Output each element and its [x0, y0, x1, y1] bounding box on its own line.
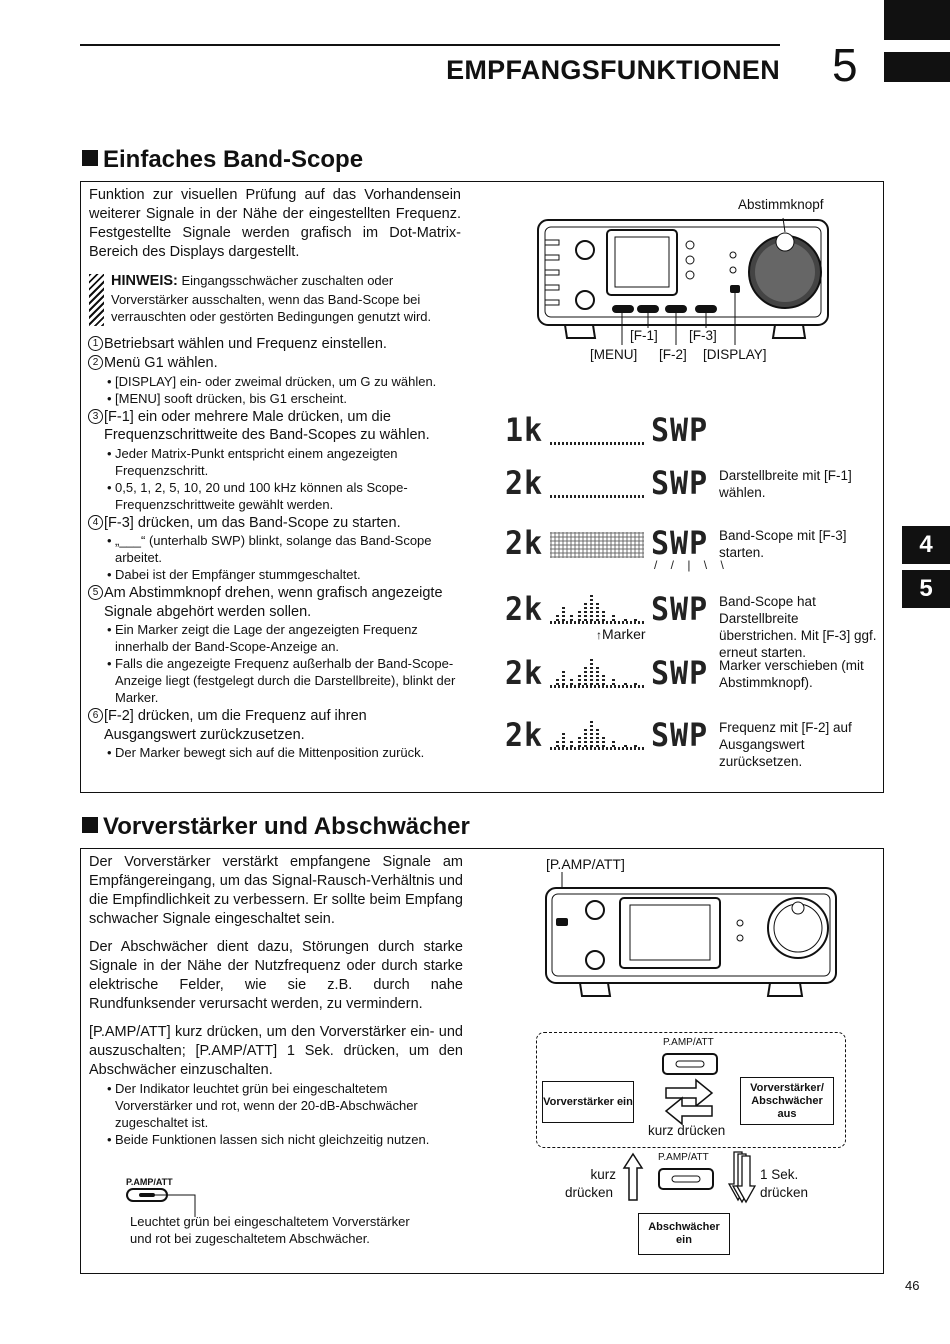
step-text: Betriebsart wählen und Frequenz einstellen. — [104, 335, 387, 352]
step-bullet: • 0,5, 1, 2, 5, 10, 20 und 100 kHz können als Scope-Frequenzschrittweite gewählt werden. — [89, 479, 461, 513]
step-number: 2 — [88, 355, 103, 370]
display-span-text: 2k — [505, 524, 544, 563]
state-att-on: Abschwächer ein — [638, 1213, 730, 1255]
scope-dot-line — [550, 495, 644, 498]
long-press-label-2: drücken — [760, 1185, 809, 1200]
step-text: [F-2] drücken, um die Frequenz auf ihren Ausgangswert zurückzusetzen. — [104, 708, 367, 743]
corner-block — [884, 0, 950, 40]
side-tab-4[interactable]: 4 — [902, 526, 950, 564]
display-swp-text: SWP — [651, 411, 709, 450]
scope-signal-peak — [590, 595, 593, 621]
blink-marks-icon: / / | \ \ — [654, 558, 729, 572]
step-text: Am Abstimmknopf drehen, wenn grafisch angezeigte Signale abgehört werden sollen. — [104, 585, 443, 620]
step — [89, 354, 461, 373]
section-title: Einfaches Band-Scope — [82, 146, 363, 174]
scope-dot-line — [550, 532, 644, 558]
flow-button-label: P.AMP/ATT — [663, 1037, 714, 1048]
paragraph: Der Abschwächer dient dazu, Störungen durch starke Signale in der Nähe der Nutzfrequenz oder durch starke elektrische Felder, wie sie z.B. durch nahe Rundfunksender verursacht werden, zu vermindern. — [89, 939, 463, 1012]
scope-signal-peak — [602, 737, 605, 747]
scope-signal-peak — [602, 611, 605, 621]
scope-dot-line — [550, 442, 644, 445]
display-swp-text: SWP — [651, 590, 709, 629]
scope-signal-peak — [570, 741, 573, 747]
scope-signal-peak — [562, 671, 565, 685]
step-text: [F-3] drücken, um das Band-Scope zu starten. — [104, 514, 401, 531]
corner-block — [884, 52, 950, 82]
step-bullet: • „___“ (unterhalb SWP) blinkt, solange das Band-Scope arbeitet. — [89, 532, 461, 566]
short-press-label: kurz drücken — [648, 1123, 726, 1138]
scope-signal-peak — [562, 733, 565, 747]
step-number: 5 — [88, 585, 103, 600]
step — [89, 707, 461, 744]
scope-signal-peak — [562, 607, 565, 621]
down-arrow-icon — [728, 1150, 756, 1204]
scope-signal-peak — [596, 667, 599, 685]
label-pamp-att: [P.AMP/ATT] — [546, 856, 625, 872]
label-menu: [MENU] — [590, 347, 638, 362]
label-f2: [F-2] — [659, 347, 687, 362]
pamp-button-icon[interactable] — [662, 1053, 718, 1075]
step — [89, 335, 461, 354]
pamp-button-label: P.AMP/ATT — [126, 1177, 173, 1187]
step-number: 3 — [88, 409, 103, 424]
step — [89, 514, 461, 533]
scope-dot-line — [550, 747, 644, 750]
step — [89, 584, 461, 621]
note — [89, 272, 461, 326]
scope-signal-peak — [612, 741, 615, 747]
display-span-text: 2k — [505, 716, 544, 755]
state-all-off: Vorverstärker/ Abschwächer aus — [740, 1077, 834, 1125]
step-bullet: • Jeder Matrix-Punkt entspricht einem angezeigten Frequenzschritt. — [89, 445, 461, 479]
steps-list — [89, 335, 461, 762]
long-press-label: 1 Sek. — [760, 1167, 799, 1182]
scope-signal-peak — [584, 667, 587, 685]
scope-signal-peak — [634, 743, 637, 747]
scope-signal-peak — [578, 675, 581, 685]
flow-button-label: P.AMP/ATT — [658, 1152, 709, 1163]
display-caption: Frequenz mit [F-2] auf Ausgangswert zurücksetzen. — [719, 720, 852, 769]
paragraph: [P.AMP/ATT] kurz drücken, um den Vorverstärker ein- und auszuschalten; [P.AMP/ATT] 1 Sek. drücken, um den Abschwächer einzuschalten. — [89, 1024, 463, 1078]
display-caption: Band-Scope hat Darstellbreite überstrichen. Mit [F-3] ggf. erneut starten. — [719, 594, 877, 660]
bullet: • Der Indikator leuchtet grün bei eingeschaltetem Vorverstärker und rot, wenn der 20-dB-Abschwächer zugeschaltet ist. — [89, 1080, 463, 1131]
scope-signal-peak — [570, 679, 573, 685]
step-number: 1 — [88, 336, 103, 351]
short-label-2: drücken — [565, 1185, 614, 1200]
step-number: 4 — [88, 515, 103, 530]
preamp-text — [89, 853, 463, 1148]
square-bullet-icon — [82, 817, 98, 833]
chapter-title: EMPFANGSFUNKTIONEN — [446, 55, 780, 85]
scope-signal-peak — [624, 743, 627, 747]
pamp-button-icon[interactable] — [658, 1168, 714, 1190]
step-bullet: • [MENU] sooft drücken, bis G1 erscheint. — [89, 390, 461, 407]
note-hatch-icon — [89, 274, 104, 326]
display-caption: Band-Scope mit [F-3] starten. — [719, 528, 847, 560]
display-span-text: 2k — [505, 464, 544, 503]
scope-signal-peak — [556, 739, 559, 747]
scope-signal-peak — [612, 679, 615, 685]
scope-signal-peak — [584, 603, 587, 621]
square-bullet-icon — [82, 150, 98, 166]
scope-signal-peak — [590, 721, 593, 747]
button-caption: Leuchtet grün bei eingeschaltetem Vorverstärker und rot bei zugeschaltetem Abschwächer. — [130, 1214, 410, 1246]
page-number: 46 — [905, 1278, 920, 1293]
label-f1: [F-1] — [630, 328, 658, 343]
paragraph: Der Vorverstärker verstärkt empfangene Signale am Empfängereingang, um das Signal-Rausch-Verhältnis und die Empfindlichkeit zu verbessern. Er sollte beim Empfang schwacher Signale eingeschaltet sein. — [89, 854, 463, 927]
scope-signal-peak — [556, 677, 559, 685]
radio-front-panel-illustration — [535, 210, 835, 345]
step-bullet: • [DISPLAY] ein- oder zweimal drücken, um G zu wählen. — [89, 373, 461, 390]
display-swp-text: SWP — [651, 654, 709, 693]
scope-dot-line — [550, 685, 644, 688]
scope-signal-peak — [612, 615, 615, 621]
step-text: Menü G1 wählen. — [104, 355, 218, 371]
display-span-text: 1k — [505, 411, 544, 450]
scope-signal-peak — [596, 729, 599, 747]
band-scope-text — [89, 186, 461, 761]
double-arrow-icon — [664, 1078, 714, 1126]
display-caption: Darstellbreite mit [F-1] wählen. — [719, 468, 852, 500]
side-tab-5[interactable]: 5 — [902, 570, 950, 608]
display-span-text: 2k — [505, 654, 544, 693]
note-label: HINWEIS: — [111, 273, 178, 289]
note-text: Eingangsschwächer zuschalten oder Vorverstärker ausschalten, wenn das Band-Scope bei verrauschten oder gestörten Bedingungen genutzt wird. — [111, 273, 432, 324]
step-bullet: • Der Marker bewegt sich auf die Mittenposition zurück. — [89, 744, 461, 761]
display-swp-text: SWP — [651, 716, 709, 755]
scope-signal-peak — [578, 611, 581, 621]
header-rule — [80, 44, 780, 46]
scope-signal-peak — [584, 729, 587, 747]
display-swp-text: SWP — [651, 464, 709, 503]
step-number: 6 — [88, 708, 103, 723]
label-abstimmknopf: Abstimmknopf — [738, 197, 824, 212]
scope-signal-peak — [556, 613, 559, 621]
up-arrow-icon — [622, 1152, 644, 1202]
display-span-text: 2k — [505, 590, 544, 629]
display-swp-text: SWP — [651, 524, 709, 563]
radio-front-panel-illustration — [540, 868, 840, 1003]
scope-signal-peak — [578, 737, 581, 747]
display-caption: Marker verschieben (mit Abstimmknopf). — [719, 658, 864, 690]
section-title: Vorverstärker und Abschwächer — [82, 813, 470, 841]
scope-signal-peak — [596, 603, 599, 621]
scope-signal-peak — [634, 617, 637, 621]
scope-signal-peak — [570, 615, 573, 621]
scope-signal-peak — [624, 617, 627, 621]
step — [89, 408, 461, 445]
step-text: [F-1] ein oder mehrere Male drücken, um die Frequenzschrittweite des Band-Scopes zu wählen. — [104, 408, 430, 443]
scope-dot-line — [550, 621, 644, 624]
chapter-number: 5 — [832, 39, 858, 91]
scope-signal-peak — [590, 659, 593, 685]
bullet: • Beide Funktionen lassen sich nicht gleichzeitig nutzen. — [89, 1131, 463, 1148]
scope-signal-peak — [634, 681, 637, 685]
marker-label: ↑Marker — [596, 626, 646, 642]
label-display: [DISPLAY] — [703, 347, 767, 362]
label-f3: [F-3] — [689, 328, 717, 343]
short-label: kurz — [590, 1167, 616, 1182]
scope-signal-peak — [624, 681, 627, 685]
step-bullet: • Falls die angezeigte Frequenz außerhalb der Band-Scope-Anzeige liegt (festgelegt durch die Darstellbreite), blinkt der Marker. — [89, 655, 461, 706]
step-bullet: • Ein Marker zeigt die Lage der angezeigten Frequenz innerhalb der Band-Scope-Anzeige an. — [89, 621, 461, 655]
step-bullet: • Dabei ist der Empfänger stummgeschaltet. — [89, 566, 461, 583]
scope-signal-peak — [602, 675, 605, 685]
state-preamp-on: Vorverstärker ein — [542, 1081, 634, 1123]
intro-paragraph: Funktion zur visuellen Prüfung auf das Vorhandensein weiterer Signale in der Nähe der eingestellten Frequenz. Festgestellte Signale werden grafisch im Dot-Matrix-Bereich des Displays dargestellt. — [89, 187, 461, 260]
